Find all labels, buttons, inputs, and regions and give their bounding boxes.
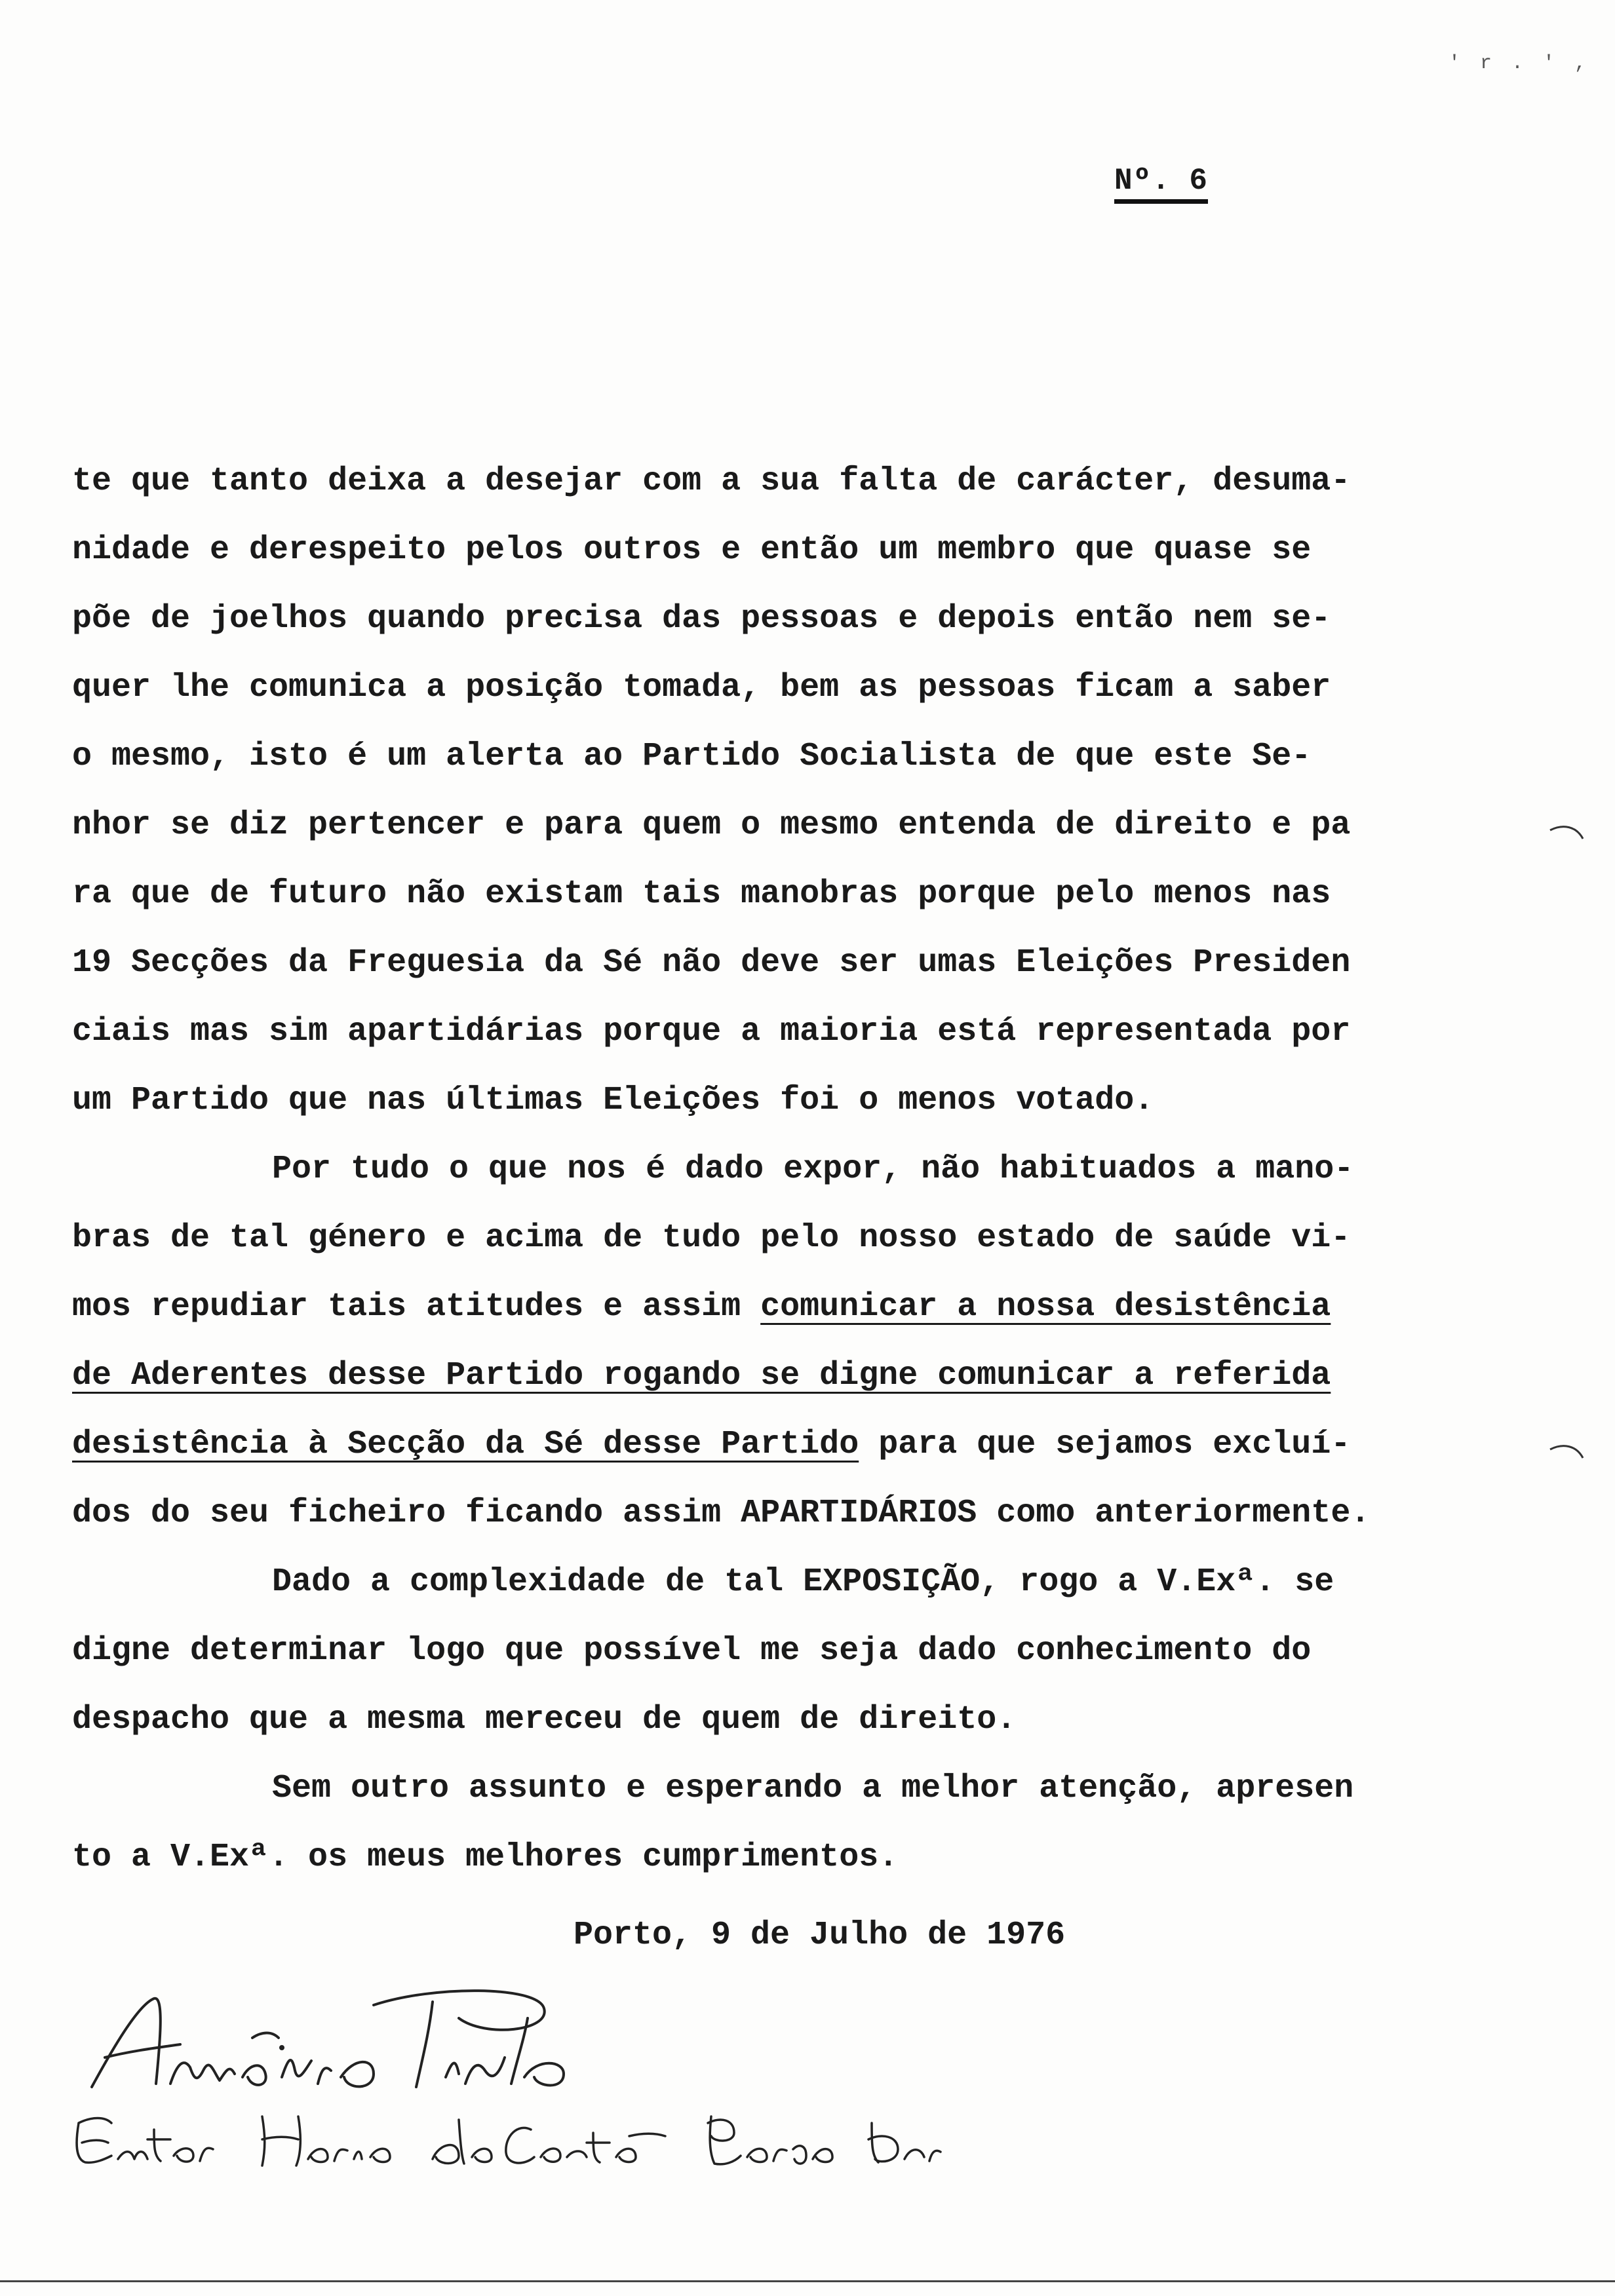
letter-body [72,452,1403,1897]
paragraph-2-line: dos do seu ficheiro ficando assim APARTIDÁRIOS como anteriormente. [72,1495,1371,1532]
underlined-text: comunicar a nossa desistência [760,1288,1331,1326]
margin-mark [1547,822,1586,842]
paragraph-3-line: despacho que a mesma mereceu de quem de direito. [72,1701,1017,1738]
body-line: 19 Secções da Freguesia da Sé não deve ser umas Eleições Presiden [72,944,1351,982]
paragraph-3-line: digne determinar logo que possível me seja dado conhecimento do [72,1632,1312,1670]
body-line: um Partido que nas últimas Eleições foi o menos votado. [72,1082,1154,1119]
body-line: te que tanto deixa a desejar com a sua falta de carácter, desuma- [72,463,1351,500]
signature-ester-maria [66,2103,944,2175]
paragraph-3-line: Dado a complexidade de tal EXPOSIÇÃO, rogo a V.Exª. se [272,1563,1334,1601]
paragraph-4-line: to a V.Exª. os meus melhores cumprimentos. [72,1839,899,1876]
body-line: o mesmo, isto é um alerta ao Partido Socialista de que este Se- [72,738,1312,775]
body-line: quer lhe comunica a posição tomada, bem as pessoas ficam a saber [72,669,1331,706]
paragraph-2-line [72,1278,1403,1347]
paragraph-2-line [72,1415,1403,1484]
plain-text: mos repudiar tais atitudes e assim [72,1288,761,1326]
stray-marks: ' r . ' , [1449,52,1591,75]
body-line: põe de joelhos quando precisa das pessoas e depois então nem se- [72,600,1331,638]
plain-text: para que sejamos excluí- [859,1426,1351,1463]
paragraph-4-line: Sem outro assunto e esperando a melhor atenção, apresen [272,1770,1354,1807]
underlined-text: desistência à Secção da Sé desse Partido [72,1426,859,1463]
bottom-rule [0,2280,1615,2282]
underlined-text: de Aderentes desse Partido rogando se digne comunicar a referida [72,1357,1331,1394]
date-line: Porto, 9 de Julho de 1976 [574,1917,1066,1954]
paragraph-2-line: bras de tal género e acima de tudo pelo nosso estado de saúde vi- [72,1219,1351,1257]
signature-antonio-pinto [66,1979,603,2097]
body-line: ra que de futuro não existam tais manobras porque pelo menos nas [72,875,1331,913]
page-number: Nº. 6 [1114,164,1208,204]
body-line: ciais mas sim apartidárias porque a maioria está representada por [72,1013,1351,1050]
body-line: nhor se diz pertencer e para quem o mesmo entenda de direito e pa [72,807,1351,844]
paragraph-2-line [72,1347,1403,1415]
paragraph-2-line: Por tudo o que nos é dado expor, não habituados a mano- [272,1151,1354,1188]
body-line: nidade e derespeito pelos outros e então um membro que quase se [72,531,1312,569]
margin-mark [1547,1442,1586,1461]
